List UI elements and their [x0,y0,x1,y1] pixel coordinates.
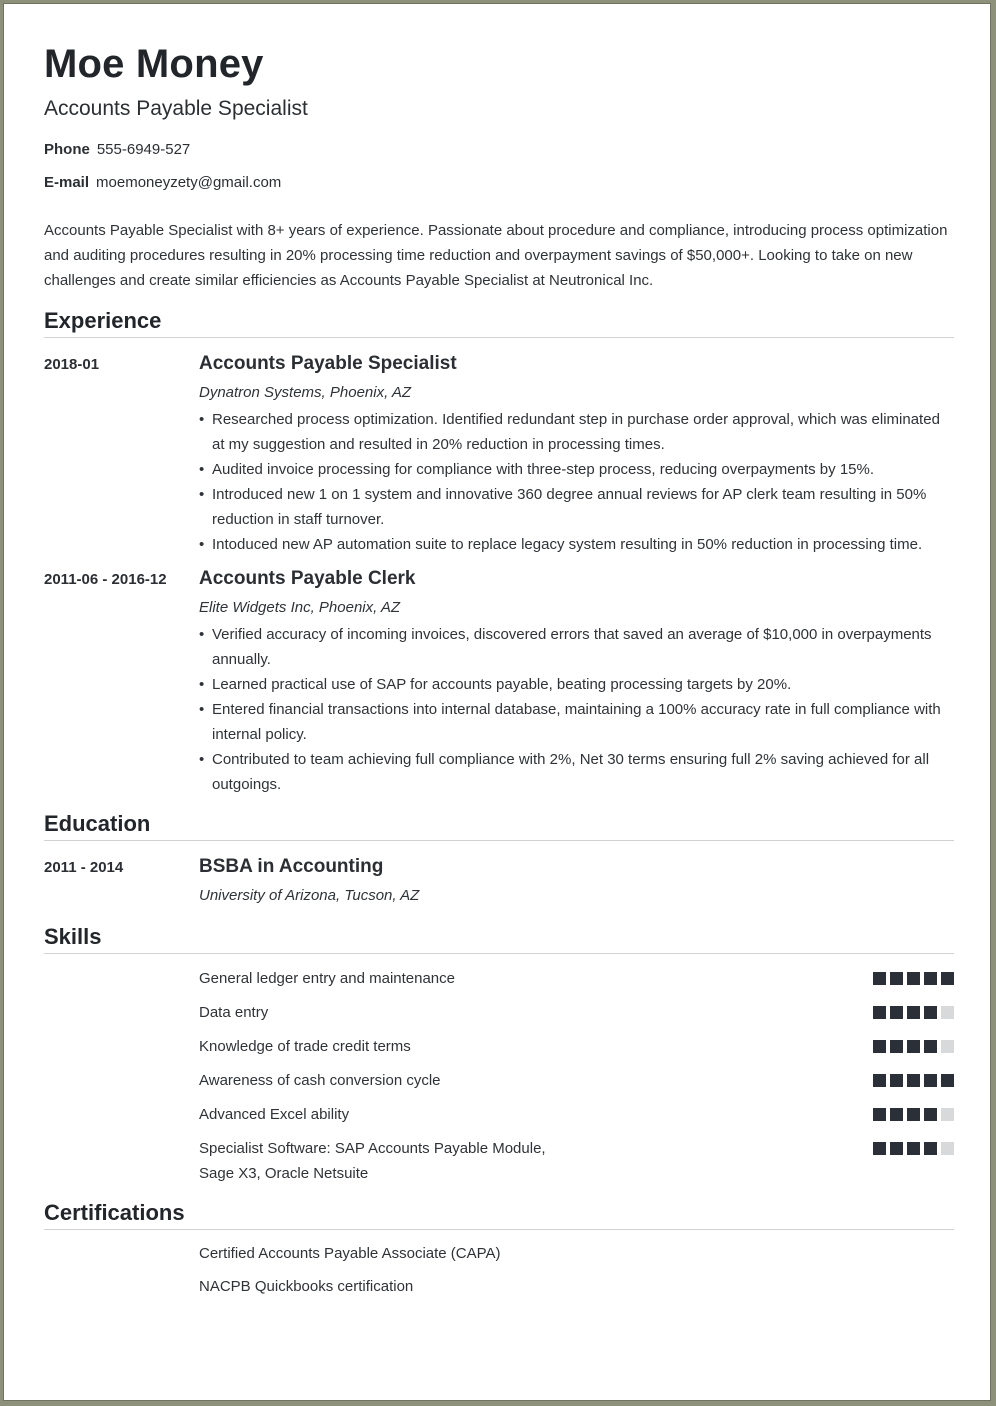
education-date: 2011 - 2014 [44,859,124,876]
skill-row [199,1102,954,1127]
skill-rating [873,1040,954,1053]
rating-dot-filled [890,1074,903,1087]
education-heading: Education [44,811,954,841]
job-company: Dynatron Systems, Phoenix, AZ [199,384,412,401]
job-bullet: • Contributed to team achieving full compliance with 2%, Net 30 terms ensuring full 2% saving achieved for all outgoings. [199,747,954,797]
certifications-heading: Certifications [44,1200,954,1230]
skill-rating [873,1006,954,1019]
rating-dot-filled [890,1040,903,1053]
rating-dot-filled [890,1006,903,1019]
email-row [44,174,281,191]
skill-name: Specialist Software: SAP Accounts Payable Module, Sage X3, Oracle Netsuite [199,1140,546,1182]
rating-dot-filled [907,1074,920,1087]
rating-dot-filled [873,1006,886,1019]
education-entry [199,855,954,910]
skill-rating [873,1108,954,1121]
resume-page [3,3,991,1401]
job-title: Accounts Payable Specialist [199,353,457,374]
rating-dot-filled [873,1040,886,1053]
job-bullet: • Verified accuracy of incoming invoices, discovered errors that saved an average of $10,000 in overpayments annually. [199,622,954,672]
job-bullets [199,622,954,797]
job-entry [199,567,954,797]
degree-title: BSBA in Accounting [199,856,384,877]
rating-dot-filled [924,1142,937,1155]
summary-text: Accounts Payable Specialist with 8+ years of experience. Passionate about procedure and compliance, introducing process optimization and auditing procedures resulting in 20% processing time reduction and overpayment savings of $50,000+. Looking to take on new challenges and create similar efficiencies as Accounts Payable Specialist at Neutronical Inc. [44,222,948,289]
rating-dot-filled [924,1074,937,1087]
job-bullet: • Learned practical use of SAP for accounts payable, beating processing targets by 20%. [199,672,954,697]
rating-dot-filled [907,1142,920,1155]
phone-value: 555-6949-527 [96,141,191,158]
rating-dot-empty [941,1040,954,1053]
job-title: Accounts Payable Clerk [199,568,416,589]
job-company: Elite Widgets Inc, Phoenix, AZ [199,599,401,616]
candidate-title: Accounts Payable Specialist [44,97,308,120]
skill-rating [873,1074,954,1087]
rating-dot-empty [941,1006,954,1019]
skill-rating [873,1142,954,1155]
rating-dot-filled [907,972,920,985]
skill-name: Knowledge of trade credit terms [199,1038,411,1055]
rating-dot-filled [873,972,886,985]
email-label: E-mail [44,174,90,191]
rating-dot-filled [873,1074,886,1087]
rating-dot-filled [924,1108,937,1121]
job-entry [199,352,954,557]
skill-name: Advanced Excel ability [199,1106,350,1123]
skill-name: General ledger entry and maintenance [199,970,455,987]
skill-row [199,1034,954,1059]
job-bullet: • Entered financial transactions into internal database, maintaining a 100% accuracy rate in full compliance with internal policy. [199,697,954,747]
rating-dot-filled [924,1040,937,1053]
rating-dot-empty [941,1142,954,1155]
skill-row [199,966,954,991]
job-bullet: • Researched process optimization. Identified redundant step in purchase order approval, which was eliminated at my suggestion and resulted in 20% reduction in processing times. [199,407,954,457]
certification-item: NACPB Quickbooks certification [199,1278,414,1295]
rating-dot-filled [873,1108,886,1121]
skill-row [199,1136,954,1186]
rating-dot-filled [907,1040,920,1053]
job-date: 2011-06 - 2016-12 [44,571,167,588]
candidate-name: Moe Money [44,42,264,86]
rating-dot-filled [907,1108,920,1121]
skill-name: Awareness of cash conversion cycle [199,1072,441,1089]
phone-row [44,141,190,158]
rating-dot-filled [890,1108,903,1121]
rating-dot-filled [873,1142,886,1155]
phone-label: Phone [44,141,90,158]
job-bullet: • Introduced new 1 on 1 system and innovative 360 degree annual reviews for AP clerk team resulting in 50% reduction in staff turnover. [199,482,954,532]
rating-dot-empty [941,1108,954,1121]
experience-heading: Experience [44,308,954,338]
rating-dot-filled [941,1074,954,1087]
skill-row [199,1068,954,1093]
rating-dot-filled [907,1006,920,1019]
job-date: 2018-01 [44,356,100,373]
job-bullet: • Intoduced new AP automation suite to replace legacy system resulting in 50% reduction in processing time. [199,532,954,557]
rating-dot-filled [924,1006,937,1019]
email-value: moemoneyzety@gmail.com [96,174,282,191]
skill-rating [873,972,954,985]
skills-heading: Skills [44,924,954,954]
skill-row [199,1000,954,1025]
rating-dot-filled [924,972,937,985]
skill-name: Data entry [199,1004,269,1021]
school-name: University of Arizona, Tucson, AZ [199,887,420,904]
certification-item: Certified Accounts Payable Associate (CAPA) [199,1245,501,1262]
job-bullet: • Audited invoice processing for compliance with three-step process, reducing overpayments by 15%. [199,457,954,482]
rating-dot-filled [890,1142,903,1155]
job-bullets [199,407,954,557]
rating-dot-filled [941,972,954,985]
rating-dot-filled [890,972,903,985]
